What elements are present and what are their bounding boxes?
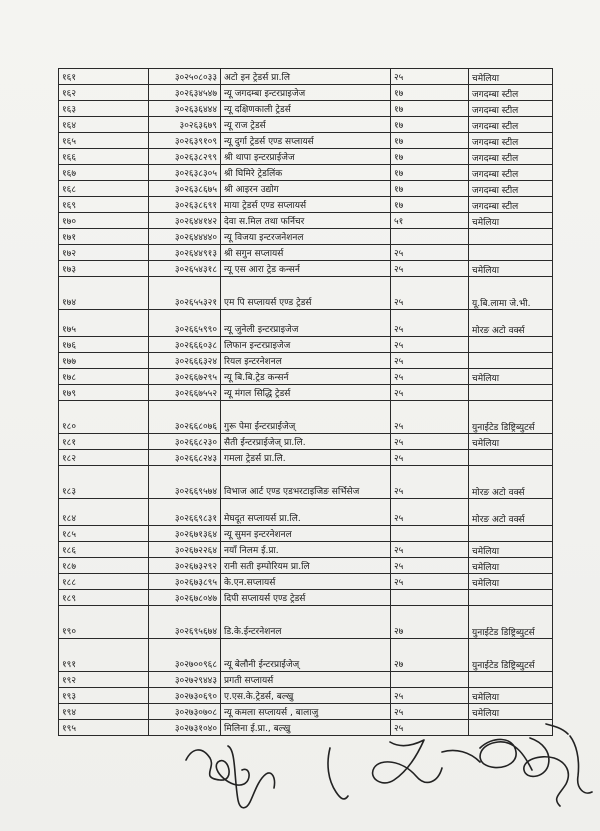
code-cell: १७ — [391, 165, 469, 181]
distributor-cell — [469, 526, 553, 542]
serial-number-cell: १८६ — [59, 542, 149, 558]
firm-name-cell: न्यू कमला सप्लायर्स , बालाजु — [221, 704, 391, 720]
code-cell: २५ — [391, 310, 469, 337]
table-row — [59, 229, 553, 245]
distributor-cell: चमेलिया — [469, 574, 553, 590]
code-cell: १७ — [391, 85, 469, 101]
table-row — [59, 85, 553, 101]
table-row — [59, 385, 553, 401]
code-cell: १७ — [391, 101, 469, 117]
table-row — [59, 558, 553, 574]
pan-number-cell: ३०२६६६०३८ — [149, 337, 221, 353]
signature-2 — [228, 746, 275, 808]
serial-number-cell: १६९ — [59, 197, 149, 213]
code-cell: २५ — [391, 720, 469, 736]
registration-table — [58, 68, 553, 736]
pan-number-cell: ३०२६५४३१८ — [149, 261, 221, 277]
pan-number-cell: ३०२६३८६९१ — [149, 197, 221, 213]
distributor-cell: जगदम्बा स्टील — [469, 117, 553, 133]
distributor-cell: जगदम्बा स्टील — [469, 181, 553, 197]
serial-number-cell: १८० — [59, 401, 149, 434]
firm-name-cell: गमला ट्रेडर्स प्रा.लि. — [221, 450, 391, 466]
pan-number-cell: ३०२६४४१४२ — [149, 213, 221, 229]
code-cell: १७ — [391, 197, 469, 213]
table-body — [59, 69, 553, 736]
serial-number-cell: १६१ — [59, 69, 149, 85]
firm-name-cell: न्यू बेलौनी ईन्टरप्राईजेज् — [221, 639, 391, 672]
code-cell: २५ — [391, 704, 469, 720]
table-row — [59, 149, 553, 165]
serial-number-cell: १६८ — [59, 181, 149, 197]
firm-name-cell: नयाँ निलम ई.प्रा. — [221, 542, 391, 558]
firm-name-cell: विभाज आर्ट एण्ड एडभरटाइजिङ सर्भिसेज — [221, 466, 391, 499]
firm-name-cell: गुरू पेमा ईन्टरप्राईजेज् — [221, 401, 391, 434]
distributor-cell: मोरङ अटो वर्क्स — [469, 499, 553, 526]
firm-name-cell: ए.एस.के.ट्रेडर्स, बल्खु — [221, 688, 391, 704]
serial-number-cell: १७३ — [59, 261, 149, 277]
pan-number-cell: ३०२६५५३२१ — [149, 277, 221, 310]
code-cell: ५१ — [391, 213, 469, 229]
table-row — [59, 606, 553, 639]
signature-9 — [570, 736, 592, 793]
firm-name-cell: श्री घिमिरे ट्रेडलिंक — [221, 165, 391, 181]
signature-7 — [524, 738, 569, 806]
firm-name-cell: देवा स.मिल तथा फर्निचर — [221, 213, 391, 229]
firm-name-cell: के.एन.सप्लायर्स — [221, 574, 391, 590]
distributor-cell: चमेलिया — [469, 434, 553, 450]
serial-number-cell: १६६ — [59, 149, 149, 165]
code-cell: २५ — [391, 434, 469, 450]
serial-number-cell: १९३ — [59, 688, 149, 704]
serial-number-cell: १८४ — [59, 499, 149, 526]
signature-4 — [373, 740, 442, 783]
signature-5 — [442, 750, 480, 762]
table-row — [59, 672, 553, 688]
pan-number-cell: ३०२६६७५५२ — [149, 385, 221, 401]
pan-number-cell: ३०२६३६४४४ — [149, 101, 221, 117]
firm-name-cell: एम पि सप्लायर्स एण्ड ट्रेडर्स — [221, 277, 391, 310]
pan-number-cell: ३०२६६८२४३ — [149, 450, 221, 466]
distributor-cell — [469, 590, 553, 606]
firm-name-cell: न्यू विजया इन्टरजनेशनल — [221, 229, 391, 245]
pan-number-cell: ३०२६४४४४० — [149, 229, 221, 245]
code-cell: १७ — [391, 117, 469, 133]
pan-number-cell: ३०२६३८२९९ — [149, 149, 221, 165]
code-cell: २५ — [391, 499, 469, 526]
distributor-cell: चमेलिया — [469, 704, 553, 720]
pan-number-cell: ३०२७३०७०८ — [149, 704, 221, 720]
code-cell: १७ — [391, 133, 469, 149]
table-row — [59, 245, 553, 261]
serial-number-cell: १७८ — [59, 369, 149, 385]
table-row — [59, 310, 553, 337]
code-cell: २५ — [391, 369, 469, 385]
signatures — [180, 718, 600, 818]
serial-number-cell: १६७ — [59, 165, 149, 181]
serial-number-cell: १७७ — [59, 353, 149, 369]
pan-number-cell: ३०२७२९४४३ — [149, 672, 221, 688]
firm-name-cell: न्यू दुर्गा ट्रेडर्स एण्ड सप्लायर्स — [221, 133, 391, 149]
table-row — [59, 499, 553, 526]
table-row — [59, 117, 553, 133]
pan-number-cell: ३०२६३६७९ — [149, 117, 221, 133]
serial-number-cell: १८३ — [59, 466, 149, 499]
serial-number-cell: १८८ — [59, 574, 149, 590]
distributor-cell: चमेलिया — [469, 213, 553, 229]
serial-number-cell: १९४ — [59, 704, 149, 720]
code-cell: २५ — [391, 245, 469, 261]
distributor-cell — [469, 385, 553, 401]
serial-number-cell: १९० — [59, 606, 149, 639]
pan-number-cell: ३०२७३१०४० — [149, 720, 221, 736]
table-row — [59, 434, 553, 450]
table-row — [59, 181, 553, 197]
serial-number-cell: १९१ — [59, 639, 149, 672]
firm-name-cell: सैती ईन्टरप्राईजेज् प्रा.लि. — [221, 434, 391, 450]
code-cell: २५ — [391, 337, 469, 353]
distributor-cell — [469, 672, 553, 688]
table-row — [59, 590, 553, 606]
code-cell: १७ — [391, 149, 469, 165]
distributor-cell: जगदम्बा स्टील — [469, 149, 553, 165]
code-cell: २५ — [391, 277, 469, 310]
table-row — [59, 337, 553, 353]
code-cell: २५ — [391, 353, 469, 369]
serial-number-cell: १७९ — [59, 385, 149, 401]
firm-name-cell: न्यू मंगल सिद्धि ट्रेडर्स — [221, 385, 391, 401]
pan-number-cell: ३०२५०८०३३ — [149, 69, 221, 85]
pan-number-cell: ३०२६३९१०९ — [149, 133, 221, 149]
table-row — [59, 353, 553, 369]
pan-number-cell: ३०२६७३२९२ — [149, 558, 221, 574]
code-cell: २५ — [391, 385, 469, 401]
pan-number-cell: ३०२६३४५४७ — [149, 85, 221, 101]
pan-number-cell: ३०२६४४९१३ — [149, 245, 221, 261]
code-cell — [391, 672, 469, 688]
distributor-cell: जगदम्बा स्टील — [469, 133, 553, 149]
signature-3 — [328, 748, 348, 799]
pan-number-cell: ३०२६७१३६४ — [149, 526, 221, 542]
pan-number-cell: ३०२६६६३२४ — [149, 353, 221, 369]
code-cell: २५ — [391, 688, 469, 704]
distributor-cell: युनाईटेड डिष्ट्रिब्युटर्स — [469, 606, 553, 639]
firm-name-cell: अटो इन ट्रेडर्स प्रा.लि — [221, 69, 391, 85]
distributor-cell: चमेलिया — [469, 369, 553, 385]
code-cell: २५ — [391, 401, 469, 434]
firm-name-cell: न्यू बि.बि.ट्रेड कन्सर्न — [221, 369, 391, 385]
distributor-cell: चमेलिया — [469, 69, 553, 85]
serial-number-cell: १८१ — [59, 434, 149, 450]
firm-name-cell: न्यू एस आरा ट्रेड कन्सर्न — [221, 261, 391, 277]
distributor-cell: युनाईटेड डिष्ट्रिब्युटर्स — [469, 401, 553, 434]
distributor-cell: चमेलिया — [469, 542, 553, 558]
firm-name-cell: मेघदूत सप्लायर्स प्रा.लि. — [221, 499, 391, 526]
serial-number-cell: १७६ — [59, 337, 149, 353]
firm-name-cell: माया ट्रेडर्स एण्ड सप्लायर्स — [221, 197, 391, 213]
pan-number-cell: ३०२६७२२६४ — [149, 542, 221, 558]
code-cell: १७ — [391, 181, 469, 197]
pan-number-cell: ३०२७३०६९० — [149, 688, 221, 704]
distributor-cell: जगदम्बा स्टील — [469, 85, 553, 101]
distributor-cell: मोरङ अटो वर्क्स — [469, 310, 553, 337]
distributor-cell — [469, 353, 553, 369]
pan-number-cell: ३०२६६८०७६ — [149, 401, 221, 434]
distributor-cell — [469, 337, 553, 353]
firm-name-cell: श्री आइरन उद्योग — [221, 181, 391, 197]
table-row — [59, 688, 553, 704]
serial-number-cell: १६२ — [59, 85, 149, 101]
firm-name-cell: रानी सती इम्पोरियम प्रा.लि — [221, 558, 391, 574]
serial-number-cell: १७२ — [59, 245, 149, 261]
firm-name-cell: न्यू जुनेली इन्टरप्राइजेज — [221, 310, 391, 337]
firm-name-cell: श्री सगुन सप्लायर्स — [221, 245, 391, 261]
distributor-cell: जगदम्बा स्टील — [469, 197, 553, 213]
pan-number-cell: ३०२७००९६८ — [149, 639, 221, 672]
firm-name-cell: लिफान इन्टरप्राइजेज — [221, 337, 391, 353]
table-row — [59, 450, 553, 466]
serial-number-cell: १७१ — [59, 229, 149, 245]
distributor-cell: जगदम्बा स्टील — [469, 165, 553, 181]
table-row — [59, 574, 553, 590]
firm-name-cell: मिलिना ई.प्रा., बल्खु — [221, 720, 391, 736]
pan-number-cell: ३०२६६५९९० — [149, 310, 221, 337]
signature-8 — [546, 724, 568, 734]
serial-number-cell: १८७ — [59, 558, 149, 574]
serial-number-cell: १६५ — [59, 133, 149, 149]
firm-name-cell: न्यू राज ट्रेडर्स — [221, 117, 391, 133]
firm-name-cell: न्यू दक्षिणकाली ट्रेडर्स — [221, 101, 391, 117]
distributor-cell: चमेलिया — [469, 261, 553, 277]
pan-number-cell: ३०२६७८०४७ — [149, 590, 221, 606]
code-cell: २५ — [391, 450, 469, 466]
table-row — [59, 197, 553, 213]
firm-name-cell: डि.के.ईन्टरनेशनल — [221, 606, 391, 639]
serial-number-cell: १८९ — [59, 590, 149, 606]
table-row — [59, 526, 553, 542]
code-cell: २५ — [391, 69, 469, 85]
pan-number-cell: ३०२६३८६७५ — [149, 181, 221, 197]
code-cell: २७ — [391, 606, 469, 639]
code-cell: २५ — [391, 261, 469, 277]
firm-name-cell: रियल इन्टरनेशनल — [221, 353, 391, 369]
table-row — [59, 639, 553, 672]
distributor-cell — [469, 229, 553, 245]
table-row — [59, 213, 553, 229]
pan-number-cell: ३०२६६९५७४ — [149, 466, 221, 499]
code-cell: २५ — [391, 574, 469, 590]
serial-number-cell: १९२ — [59, 672, 149, 688]
code-cell — [391, 229, 469, 245]
distributor-cell: यू.बि.लामा जे.भी. — [469, 277, 553, 310]
code-cell — [391, 590, 469, 606]
firm-name-cell: श्री थापा इन्टरप्राईजेज — [221, 149, 391, 165]
firm-name-cell: न्यू जगदम्बा इन्टरप्राइजेज — [221, 85, 391, 101]
serial-number-cell: १८२ — [59, 450, 149, 466]
table-row — [59, 69, 553, 85]
code-cell: २५ — [391, 558, 469, 574]
table-row — [59, 369, 553, 385]
pan-number-cell: ३०२६९५६७४ — [149, 606, 221, 639]
code-cell: २५ — [391, 466, 469, 499]
table-row — [59, 466, 553, 499]
serial-number-cell: १६३ — [59, 101, 149, 117]
distributor-cell — [469, 245, 553, 261]
distributor-cell: युनाईटेड डिष्ट्रिब्युटर्स — [469, 639, 553, 672]
serial-number-cell: १८५ — [59, 526, 149, 542]
code-cell: २५ — [391, 542, 469, 558]
serial-number-cell: १७० — [59, 213, 149, 229]
serial-number-cell: १९५ — [59, 720, 149, 736]
serial-number-cell: १७५ — [59, 310, 149, 337]
code-cell: २७ — [391, 639, 469, 672]
signature-1 — [186, 750, 249, 785]
table-row — [59, 165, 553, 181]
table-row — [59, 101, 553, 117]
firm-name-cell: दिपी सप्लायर्स एण्ड ट्रेडर्स — [221, 590, 391, 606]
distributor-cell: मोरङ अटो वर्क्स — [469, 466, 553, 499]
table-row — [59, 261, 553, 277]
distributor-cell: चमेलिया — [469, 688, 553, 704]
serial-number-cell: १६४ — [59, 117, 149, 133]
distributor-cell: चमेलिया — [469, 558, 553, 574]
table-row — [59, 277, 553, 310]
table-row — [59, 542, 553, 558]
pan-number-cell: ३०२६७३८९५ — [149, 574, 221, 590]
serial-number-cell: १७४ — [59, 277, 149, 310]
distributor-cell — [469, 450, 553, 466]
table-row — [59, 401, 553, 434]
pan-number-cell: ३०२६६७२९५ — [149, 369, 221, 385]
pan-number-cell: ३०२६६९८३१ — [149, 499, 221, 526]
pan-number-cell: ३०२६६८२३० — [149, 434, 221, 450]
distributor-cell: जगदम्बा स्टील — [469, 101, 553, 117]
firm-name-cell: प्रगती सप्लायर्स — [221, 672, 391, 688]
code-cell — [391, 526, 469, 542]
pan-number-cell: ३०२६३८३०५ — [149, 165, 221, 181]
table-row — [59, 133, 553, 149]
firm-name-cell: न्यू सुमन इन्टरनेशनल — [221, 526, 391, 542]
